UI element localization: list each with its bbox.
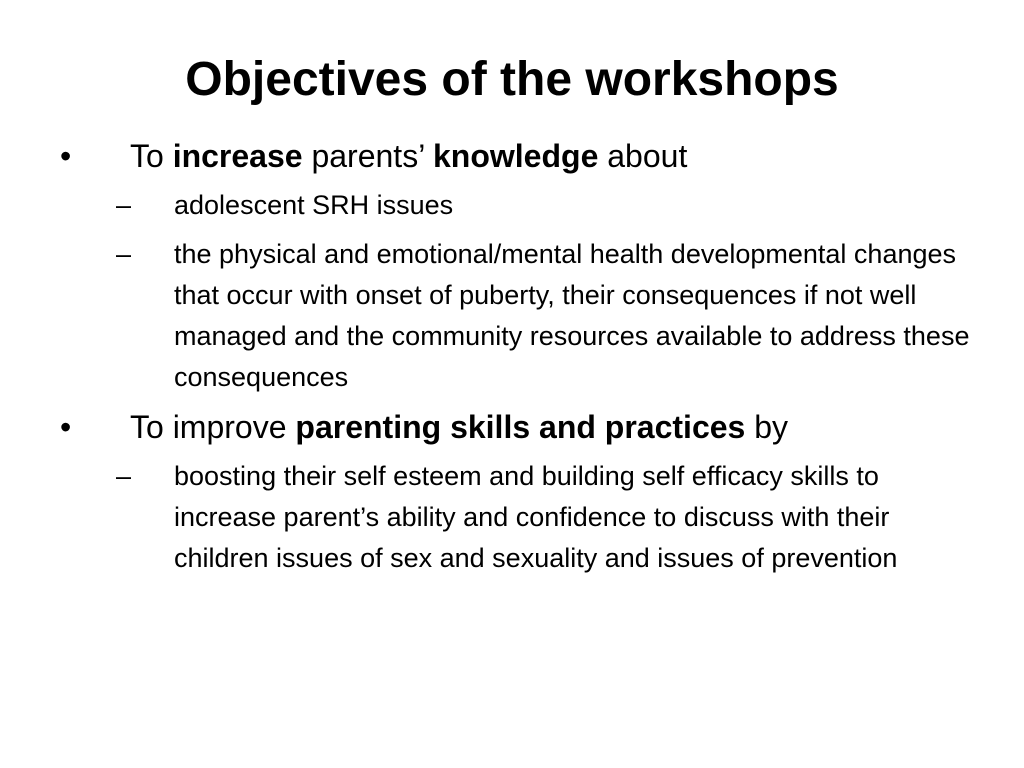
- sub-bullet-item: [116, 234, 978, 398]
- text-run: To: [130, 138, 173, 174]
- sub-bullet-item: [116, 185, 978, 226]
- text-run: by: [745, 409, 789, 445]
- dash-marker: –: [116, 190, 132, 220]
- slide-body: [58, 135, 978, 587]
- text-run: To improve: [130, 409, 296, 445]
- bullet-text: [130, 135, 978, 177]
- bullet-item: [58, 406, 978, 448]
- bullet-text: [130, 406, 978, 448]
- bold-text-run: increase: [172, 138, 303, 174]
- bullet-marker: •: [60, 409, 72, 445]
- sub-bullet-text: adolescent SRH issues: [174, 190, 454, 220]
- bullet-marker: •: [60, 138, 72, 174]
- bullet-item: [58, 135, 978, 177]
- dash-marker: –: [116, 461, 132, 491]
- bold-text-run: parenting skills and practices: [295, 409, 746, 445]
- bold-text-run: knowledge: [433, 138, 599, 174]
- sub-bullet-text: boosting their self esteem and building self efficacy skills to increase parent’s ability and confidence to discuss with their children issues of sex and sexuality and issues of prevention: [174, 461, 898, 573]
- sub-bullet-item: [116, 456, 978, 579]
- sub-bullet-text: the physical and emotional/mental health developmental changes that occur with onset of puberty, their consequences if not well managed and the community resources available to address these consequences: [174, 239, 970, 392]
- dash-marker: –: [116, 239, 132, 269]
- slide-title: Objectives of the workshops: [185, 53, 839, 106]
- text-run: parents’: [302, 138, 433, 174]
- text-run: about: [598, 138, 688, 174]
